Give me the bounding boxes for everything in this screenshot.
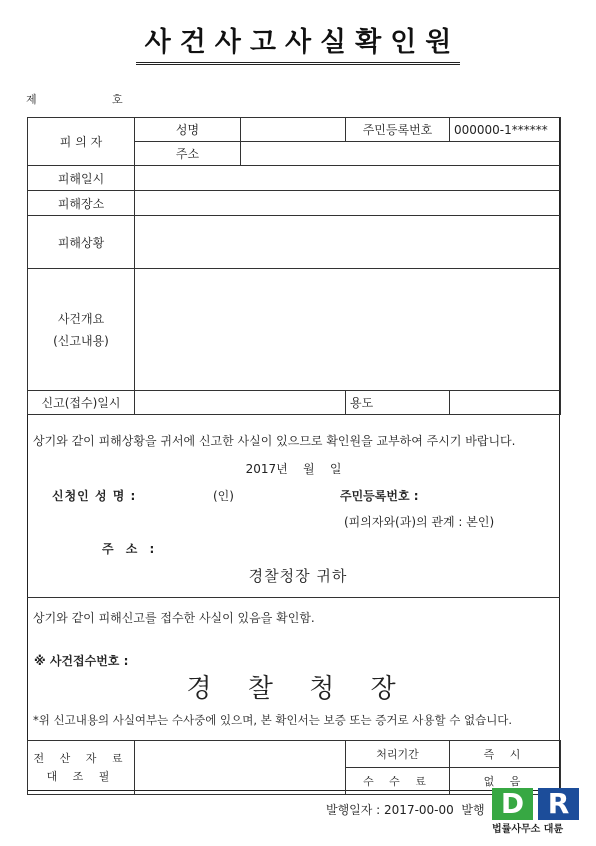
- applicant-rrn-label: 주민등록번호 :: [340, 489, 419, 503]
- issue-date: 발행일자 : 2017-00-00 발행: [326, 803, 485, 817]
- data-check-field[interactable]: [135, 741, 346, 795]
- damage-datetime-field[interactable]: [135, 166, 561, 191]
- document-title: 사건사고사실확인원: [0, 26, 596, 65]
- case-summary-label: [28, 269, 135, 391]
- fee-value: 없 음: [450, 768, 561, 795]
- logo-letter-r: R: [538, 788, 579, 820]
- purpose-label: 용도: [346, 391, 450, 415]
- damage-situation-label: 피해상황: [28, 216, 135, 269]
- case-number-label: ※ 사건접수번호 :: [34, 654, 129, 668]
- section-divider: [27, 597, 560, 598]
- application-statement: 상기와 같이 피해상황을 귀서에 신고한 사실이 있으므로 확인원을 교부하여 주시기 바랍니다.: [33, 434, 516, 448]
- damage-place-field[interactable]: [135, 191, 561, 216]
- data-check-line1: 전 산 자 료: [33, 751, 129, 765]
- processing-table: [27, 740, 561, 795]
- report-datetime-label: 신고(접수)일시: [28, 391, 135, 415]
- damage-datetime-label: 피해일시: [28, 166, 135, 191]
- name-label: 성명: [135, 118, 241, 142]
- report-datetime-field[interactable]: [135, 391, 346, 415]
- relation-note: (피의자와(과)의 관계 : 본인): [344, 515, 495, 529]
- doc-number-prefix: 제: [26, 93, 37, 106]
- name-field[interactable]: [241, 118, 346, 142]
- data-check-line2: 대 조 필: [46, 769, 116, 783]
- applicant-address-label: 주 소 :: [102, 542, 159, 556]
- processing-period-label: 처리기간: [346, 741, 450, 768]
- law-firm-logo: [492, 787, 584, 835]
- application-date: 2017년 월 일: [245, 462, 342, 476]
- case-summary-line2: (신고내용): [53, 333, 109, 348]
- suspect-label: 피 의 자: [28, 118, 135, 166]
- rrn-field[interactable]: 000000-1******: [450, 118, 561, 142]
- confirmation-statement: 상기와 같이 피해신고를 접수한 사실이 있음을 확인함.: [33, 611, 315, 625]
- applicant-name-label: 신청인 성 명 :: [52, 489, 137, 503]
- address-label: 주소: [135, 142, 241, 166]
- issuer-name: 경 찰 청 장: [186, 674, 410, 704]
- logo-caption: 법률사무소 대륜: [492, 824, 564, 835]
- seal-mark: (인): [213, 489, 234, 503]
- purpose-field[interactable]: [450, 391, 561, 415]
- fee-label: 수 수 료: [346, 768, 450, 795]
- logo-letter-d: D: [492, 788, 533, 820]
- rrn-label: 주민등록번호: [346, 118, 450, 142]
- info-table: [27, 117, 561, 415]
- address-field[interactable]: [241, 142, 561, 166]
- processing-period-value: 즉 시: [450, 741, 561, 768]
- footnote: *위 신고내용의 사실여부는 수사중에 있으며, 본 확인서는 보증 또는 증거로 사용할 수 없습니다.: [33, 713, 513, 727]
- document-number: [26, 91, 123, 107]
- damage-place-label: 피해장소: [28, 191, 135, 216]
- case-summary-field[interactable]: [135, 269, 561, 391]
- case-summary-line1: 사건개요: [57, 311, 105, 326]
- recipient-line: 경찰청장 귀하: [248, 567, 348, 585]
- damage-situation-field[interactable]: [135, 216, 561, 269]
- doc-number-suffix: 호: [112, 93, 123, 106]
- data-check-label: [28, 741, 135, 795]
